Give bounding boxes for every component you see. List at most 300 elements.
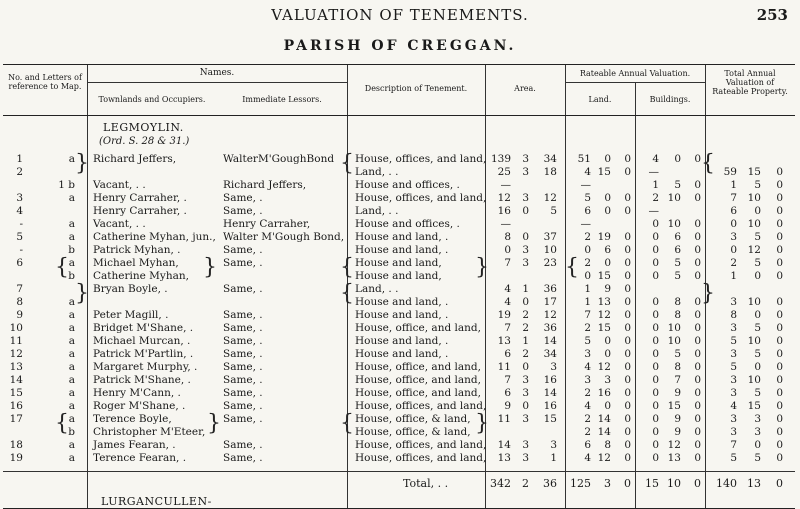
cell-t2: 5 <box>754 322 761 334</box>
cell-t1: 1 <box>730 179 737 191</box>
cell-occ: Henry Carraher, . <box>93 205 187 217</box>
cell-t1: 3 <box>730 374 737 386</box>
cell-let: b <box>68 270 75 282</box>
cell-t1: 2 <box>730 257 737 269</box>
cell-t1: 6 <box>730 205 737 217</box>
cell-t1: 1 <box>730 270 737 282</box>
cell-desc: House and land, . <box>355 335 449 347</box>
cell-l3: 0 <box>624 283 631 295</box>
brace-icon: } <box>203 255 217 280</box>
cell-t1: 3 <box>730 413 737 425</box>
cell-l1: 0 <box>584 270 591 282</box>
cell-occ: Michael Murcan, . <box>93 335 191 347</box>
cell-les: Henry Carraher, <box>223 218 311 230</box>
cell-b2: 12 <box>667 439 681 451</box>
header-lessors: Immediate Lessors. <box>242 95 322 104</box>
cell-t3: 0 <box>776 439 783 451</box>
cell-b1: 0 <box>652 361 659 373</box>
cell-desc: Land, . . <box>355 205 399 217</box>
cell-a2: 2 <box>522 309 529 321</box>
cell-l2: 14 <box>597 413 611 425</box>
header-map-ref: No. and Letters of reference to Map. <box>8 73 82 91</box>
cell-l1: 5 <box>584 192 591 204</box>
cell-no: 6 <box>16 257 23 269</box>
cell-desc: House, offices, and land, <box>355 439 487 451</box>
cell-t2: 10 <box>747 335 761 347</box>
cell-les: Same, . <box>223 348 263 360</box>
cell-l2: 6 <box>604 244 611 256</box>
cell-b1: 2 <box>652 192 659 204</box>
cell-occ: Vacant, . . <box>93 218 146 230</box>
header-land: Land. <box>588 95 612 104</box>
cell-desc: House and land, . <box>355 231 449 243</box>
cell-l3: 0 <box>624 257 631 269</box>
table-row <box>3 257 795 270</box>
table-row <box>3 426 795 439</box>
cell-t1: 5 <box>730 361 737 373</box>
cell-let: a <box>68 257 75 269</box>
cell-t3: 0 <box>776 309 783 321</box>
cell-les: Same, . <box>223 387 263 399</box>
cell-a2: 2 <box>522 322 529 334</box>
cell-l3: 0 <box>624 192 631 204</box>
next-townland-name: LURGANCULLEN- <box>101 495 212 508</box>
cell-les: Walter M'Gough Bond, <box>223 231 345 243</box>
cell-let: a <box>68 231 75 243</box>
header-area: Area. <box>514 84 536 93</box>
total-area-perches: 36 <box>543 477 557 490</box>
cell-b1: 0 <box>652 296 659 308</box>
cell-t1: 5 <box>730 335 737 347</box>
cell-t2: 15 <box>747 400 761 412</box>
cell-b3: 0 <box>694 231 701 243</box>
cell-b2: 8 <box>674 361 681 373</box>
cell-a1: 9 <box>504 400 511 412</box>
cell-l3: 0 <box>624 296 631 308</box>
cell-b3: 0 <box>694 257 701 269</box>
cell-t2: 12 <box>747 244 761 256</box>
cell-occ: Roger M'Shane, . <box>93 400 186 412</box>
cell-l3: 0 <box>624 166 631 178</box>
cell-les: Same, . <box>223 192 263 204</box>
cell-t1: 59 <box>723 166 737 178</box>
cell-t2: 5 <box>754 387 761 399</box>
cell-a1: 7 <box>504 257 511 269</box>
cell-a2: 0 <box>522 231 529 243</box>
cell-desc: House, offices, and land, <box>355 400 487 412</box>
cell-a2: 0 <box>522 361 529 373</box>
cell-no: - <box>19 218 23 230</box>
cell-b2: 5 <box>674 270 681 282</box>
cell-a3: 5 <box>550 205 557 217</box>
cell-t3: 0 <box>776 322 783 334</box>
cell-t2: 5 <box>754 231 761 243</box>
cell-a2: 1 <box>522 283 529 295</box>
cell-b3: 0 <box>694 192 701 204</box>
header-total: Total Annual Valuation of Rateable Property. <box>712 69 788 96</box>
cell-no: 11 <box>9 335 23 347</box>
cell-let: a <box>68 400 75 412</box>
cell-occ: Peter Magill, . <box>93 309 169 321</box>
cell-a2: 2 <box>522 348 529 360</box>
cell-let: a <box>68 413 75 425</box>
cell-b1: 0 <box>652 218 659 230</box>
cell-t1: 3 <box>730 348 737 360</box>
cell-l2: 0 <box>604 335 611 347</box>
cell-no: - <box>19 244 23 256</box>
cell-a3: 12 <box>543 192 557 204</box>
cell-t2: 15 <box>747 166 761 178</box>
cell-no: 9 <box>16 309 23 321</box>
cell-b3: 0 <box>694 296 701 308</box>
cell-b3: 0 <box>694 439 701 451</box>
cell-let: a <box>68 335 75 347</box>
cell-desc: House, office, and land, <box>355 322 481 334</box>
cell-l3: 0 <box>624 452 631 464</box>
cell-les: Same, . <box>223 283 263 295</box>
cell-a3: 36 <box>543 283 557 295</box>
page-title: VALUATION OF TENEMENTS. <box>271 6 529 24</box>
cell-l2: 8 <box>604 439 611 451</box>
cell-b1: 0 <box>652 322 659 334</box>
cell-desc: House and land, <box>355 270 442 282</box>
cell-b2: 13 <box>667 452 681 464</box>
cell-t1: 7 <box>730 192 737 204</box>
cell-l2: 0 <box>604 153 611 165</box>
cell-a2: 0 <box>522 205 529 217</box>
brace-icon: } <box>475 255 489 280</box>
cell-a2: 0 <box>522 296 529 308</box>
cell-les: Same, . <box>223 205 263 217</box>
cell-a2: 3 <box>522 387 529 399</box>
cell-a3: 3 <box>550 361 557 373</box>
table-row <box>3 205 795 218</box>
cell-l1: 1 <box>584 296 591 308</box>
cell-b2: 10 <box>667 335 681 347</box>
cell-t3: 0 <box>776 205 783 217</box>
cell-b2: 9 <box>674 413 681 425</box>
cell-let: a <box>68 361 75 373</box>
brace-icon: { <box>340 151 354 176</box>
cell-b2: 15 <box>667 400 681 412</box>
total-land-shillings: 3 <box>604 477 611 490</box>
cell-let: a <box>68 309 75 321</box>
table-row <box>3 231 795 244</box>
cell-let: a <box>68 218 75 230</box>
cell-b3: 0 <box>694 374 701 386</box>
cell-b1: — <box>648 205 659 217</box>
cell-b1: 0 <box>652 387 659 399</box>
cell-l1: 2 <box>584 426 591 438</box>
cell-b2: 5 <box>674 179 681 191</box>
cell-a3: 23 <box>543 257 557 269</box>
cell-no: 1 <box>16 153 23 165</box>
cell-les: WalterM'GoughBond <box>223 153 335 165</box>
cell-l3: 0 <box>624 244 631 256</box>
cell-les: Same, . <box>223 244 263 256</box>
total-valuation-shillings: 13 <box>747 477 761 490</box>
cell-b1: 0 <box>652 270 659 282</box>
table-row <box>3 283 795 296</box>
cell-l2: 15 <box>597 166 611 178</box>
cell-t3: 0 <box>776 348 783 360</box>
cell-b2: 10 <box>667 218 681 230</box>
cell-b2: 6 <box>674 244 681 256</box>
cell-a3: 34 <box>543 348 557 360</box>
cell-let: a <box>68 439 75 451</box>
cell-a1: 14 <box>497 439 511 451</box>
cell-desc: House, office, and land, <box>355 374 481 386</box>
table-row <box>3 387 795 400</box>
table-row <box>3 335 795 348</box>
cell-a1: — <box>500 218 511 230</box>
cell-t1: 8 <box>730 309 737 321</box>
cell-a1: 0 <box>504 244 511 256</box>
cell-t3: 0 <box>776 452 783 464</box>
cell-a2: 0 <box>522 400 529 412</box>
cell-no: 15 <box>9 387 23 399</box>
table-row <box>3 361 795 374</box>
cell-l1: — <box>580 179 591 191</box>
cell-l1: 0 <box>584 244 591 256</box>
total-buildings-pence: 0 <box>694 477 701 490</box>
brace-icon: { <box>701 151 715 176</box>
cell-l3: 0 <box>624 387 631 399</box>
cell-l3: 0 <box>624 374 631 386</box>
cell-occ: Bridget M'Shane, . <box>93 322 194 334</box>
cell-t2: 3 <box>754 426 761 438</box>
cell-a1: 13 <box>497 335 511 347</box>
cell-a2: 3 <box>522 439 529 451</box>
cell-t3: 0 <box>776 231 783 243</box>
cell-a2: 3 <box>522 166 529 178</box>
cell-let: a <box>68 192 75 204</box>
cell-l2: 12 <box>597 361 611 373</box>
table-row <box>3 192 795 205</box>
cell-occ: Henry M'Cann, . <box>93 387 181 399</box>
cell-t1: 0 <box>730 244 737 256</box>
cell-t1: 3 <box>730 296 737 308</box>
page-number: 253 <box>756 6 788 24</box>
cell-l1: 6 <box>584 205 591 217</box>
cell-l3: 0 <box>624 153 631 165</box>
cell-b1: 0 <box>652 348 659 360</box>
cell-l2: 15 <box>597 322 611 334</box>
cell-t2: 0 <box>754 439 761 451</box>
cell-a2: 3 <box>522 452 529 464</box>
cell-b1: 0 <box>652 426 659 438</box>
cell-b2: 8 <box>674 296 681 308</box>
parish-heading: PARISH OF CREGGAN. <box>283 38 517 54</box>
cell-l2: 12 <box>597 309 611 321</box>
cell-l3: 0 <box>624 426 631 438</box>
total-valuation-pence: 0 <box>776 477 783 490</box>
cell-no: 2 <box>16 166 23 178</box>
header-rateable: Rateable Annual Valuation. <box>579 69 691 78</box>
cell-desc: House, office, and land, <box>355 361 481 373</box>
cell-t3: 0 <box>776 296 783 308</box>
table-row <box>3 374 795 387</box>
cell-no: 3 <box>16 192 23 204</box>
cell-a1: 11 <box>497 361 511 373</box>
cell-les: Same, . <box>223 322 263 334</box>
cell-l1: 6 <box>584 439 591 451</box>
cell-a1: 8 <box>504 231 511 243</box>
cell-no: 18 <box>9 439 23 451</box>
cell-l2: 19 <box>597 231 611 243</box>
cell-t2: 0 <box>754 205 761 217</box>
cell-l3: 0 <box>624 205 631 217</box>
cell-t2: 5 <box>754 348 761 360</box>
cell-no: 16 <box>9 400 23 412</box>
cell-t3: 0 <box>776 335 783 347</box>
table-row <box>3 270 795 283</box>
cell-t3: 0 <box>776 166 783 178</box>
cell-t3: 0 <box>776 361 783 373</box>
cell-t1: 3 <box>730 231 737 243</box>
cell-a2: 3 <box>522 374 529 386</box>
cell-l2: 16 <box>597 387 611 399</box>
cell-t3: 0 <box>776 426 783 438</box>
cell-t3: 0 <box>776 413 783 425</box>
cell-l2: 14 <box>597 426 611 438</box>
cell-t1: 3 <box>730 387 737 399</box>
cell-les: Same, . <box>223 374 263 386</box>
cell-no: 8 <box>16 296 23 308</box>
table-row <box>3 452 795 465</box>
valuation-table <box>3 64 795 509</box>
cell-l3: 0 <box>624 231 631 243</box>
cell-b3: 0 <box>694 218 701 230</box>
table-row <box>3 244 795 257</box>
cell-desc: Land, . . <box>355 166 399 178</box>
cell-t3: 0 <box>776 400 783 412</box>
cell-b1: 0 <box>652 374 659 386</box>
cell-l1: 2 <box>584 413 591 425</box>
cell-b3: 0 <box>694 400 701 412</box>
cell-l3: 0 <box>624 348 631 360</box>
cell-no: 12 <box>9 348 23 360</box>
cell-a3: 16 <box>543 400 557 412</box>
cell-l2: 12 <box>597 452 611 464</box>
total-land-pence: 0 <box>624 477 631 490</box>
cell-b3: 0 <box>694 309 701 321</box>
brace-icon: { <box>55 255 69 280</box>
cell-t3: 0 <box>776 179 783 191</box>
cell-b1: 4 <box>652 153 659 165</box>
table-row <box>3 296 795 309</box>
cell-t2: 10 <box>747 192 761 204</box>
cell-l1: 4 <box>584 400 591 412</box>
cell-l2: 9 <box>604 283 611 295</box>
cell-l3: 0 <box>624 270 631 282</box>
cell-a3: 16 <box>543 374 557 386</box>
cell-desc: House, office, & land, <box>355 413 471 425</box>
cell-b1: 0 <box>652 452 659 464</box>
cell-b3: 0 <box>694 179 701 191</box>
cell-les: Richard Jeffers, <box>223 179 307 191</box>
cell-desc: House, office, & land, <box>355 426 471 438</box>
table-row <box>3 179 795 192</box>
cell-a1: 7 <box>504 374 511 386</box>
cell-let: a <box>68 153 75 165</box>
cell-t2: 5 <box>754 179 761 191</box>
brace-icon: { <box>565 255 579 280</box>
cell-l1: 2 <box>584 257 591 269</box>
cell-let: a <box>68 374 75 386</box>
cell-a1: 7 <box>504 322 511 334</box>
cell-l3: 0 <box>624 361 631 373</box>
total-buildings-shillings: 10 <box>667 477 681 490</box>
cell-a3: 37 <box>543 231 557 243</box>
brace-icon: } <box>75 281 89 306</box>
cell-les: Same, . <box>223 413 263 425</box>
cell-l2: 15 <box>597 270 611 282</box>
cell-occ: Margaret Murphy, . <box>93 361 198 373</box>
cell-occ: Terence Fearan, . <box>93 452 187 464</box>
cell-l1: 7 <box>584 309 591 321</box>
cell-t3: 0 <box>776 387 783 399</box>
cell-b1: 0 <box>652 231 659 243</box>
cell-l2: 0 <box>604 400 611 412</box>
cell-a1: 16 <box>497 205 511 217</box>
cell-l1: 2 <box>584 322 591 334</box>
cell-a1: 139 <box>490 153 511 165</box>
cell-b1: 0 <box>652 400 659 412</box>
cell-l1: 51 <box>577 153 591 165</box>
cell-t2: 10 <box>747 374 761 386</box>
cell-les: Same, . <box>223 335 263 347</box>
cell-t3: 0 <box>776 244 783 256</box>
cell-b1: 0 <box>652 413 659 425</box>
brace-icon: { <box>340 411 354 436</box>
cell-b2: 5 <box>674 348 681 360</box>
cell-les: Same, . <box>223 400 263 412</box>
cell-t2: 3 <box>754 413 761 425</box>
cell-occ: Vacant, . . <box>93 179 146 191</box>
cell-desc: House and offices, . <box>355 218 460 230</box>
cell-t3: 0 <box>776 192 783 204</box>
cell-let: a <box>68 322 75 334</box>
cell-b2: 0 <box>674 153 681 165</box>
cell-t2: 0 <box>754 361 761 373</box>
brace-icon: { <box>340 255 354 280</box>
cell-occ: Terence Boyle, <box>93 413 172 425</box>
cell-b2: 10 <box>667 192 681 204</box>
cell-l3: 0 <box>624 413 631 425</box>
cell-les: Same, . <box>223 257 263 269</box>
cell-b3: 0 <box>694 322 701 334</box>
cell-no: 14 <box>9 374 23 386</box>
cell-a2: 1 <box>522 335 529 347</box>
brace-icon: } <box>701 281 715 306</box>
header-names: Names. <box>199 68 235 78</box>
total-buildings-pounds: 15 <box>645 477 659 490</box>
cell-occ: Christopher M'Eteer, <box>93 426 206 438</box>
cell-t3: 0 <box>776 218 783 230</box>
cell-let: a <box>68 452 75 464</box>
cell-a2: 3 <box>522 244 529 256</box>
cell-a3: 3 <box>550 439 557 451</box>
cell-a3: 34 <box>543 153 557 165</box>
cell-l1: 4 <box>584 166 591 178</box>
table-row <box>3 348 795 361</box>
cell-b3: 0 <box>694 153 701 165</box>
cell-les: Same, . <box>223 452 263 464</box>
cell-no: 10 <box>9 322 23 334</box>
cell-t2: 5 <box>754 257 761 269</box>
cell-l2: 13 <box>597 296 611 308</box>
